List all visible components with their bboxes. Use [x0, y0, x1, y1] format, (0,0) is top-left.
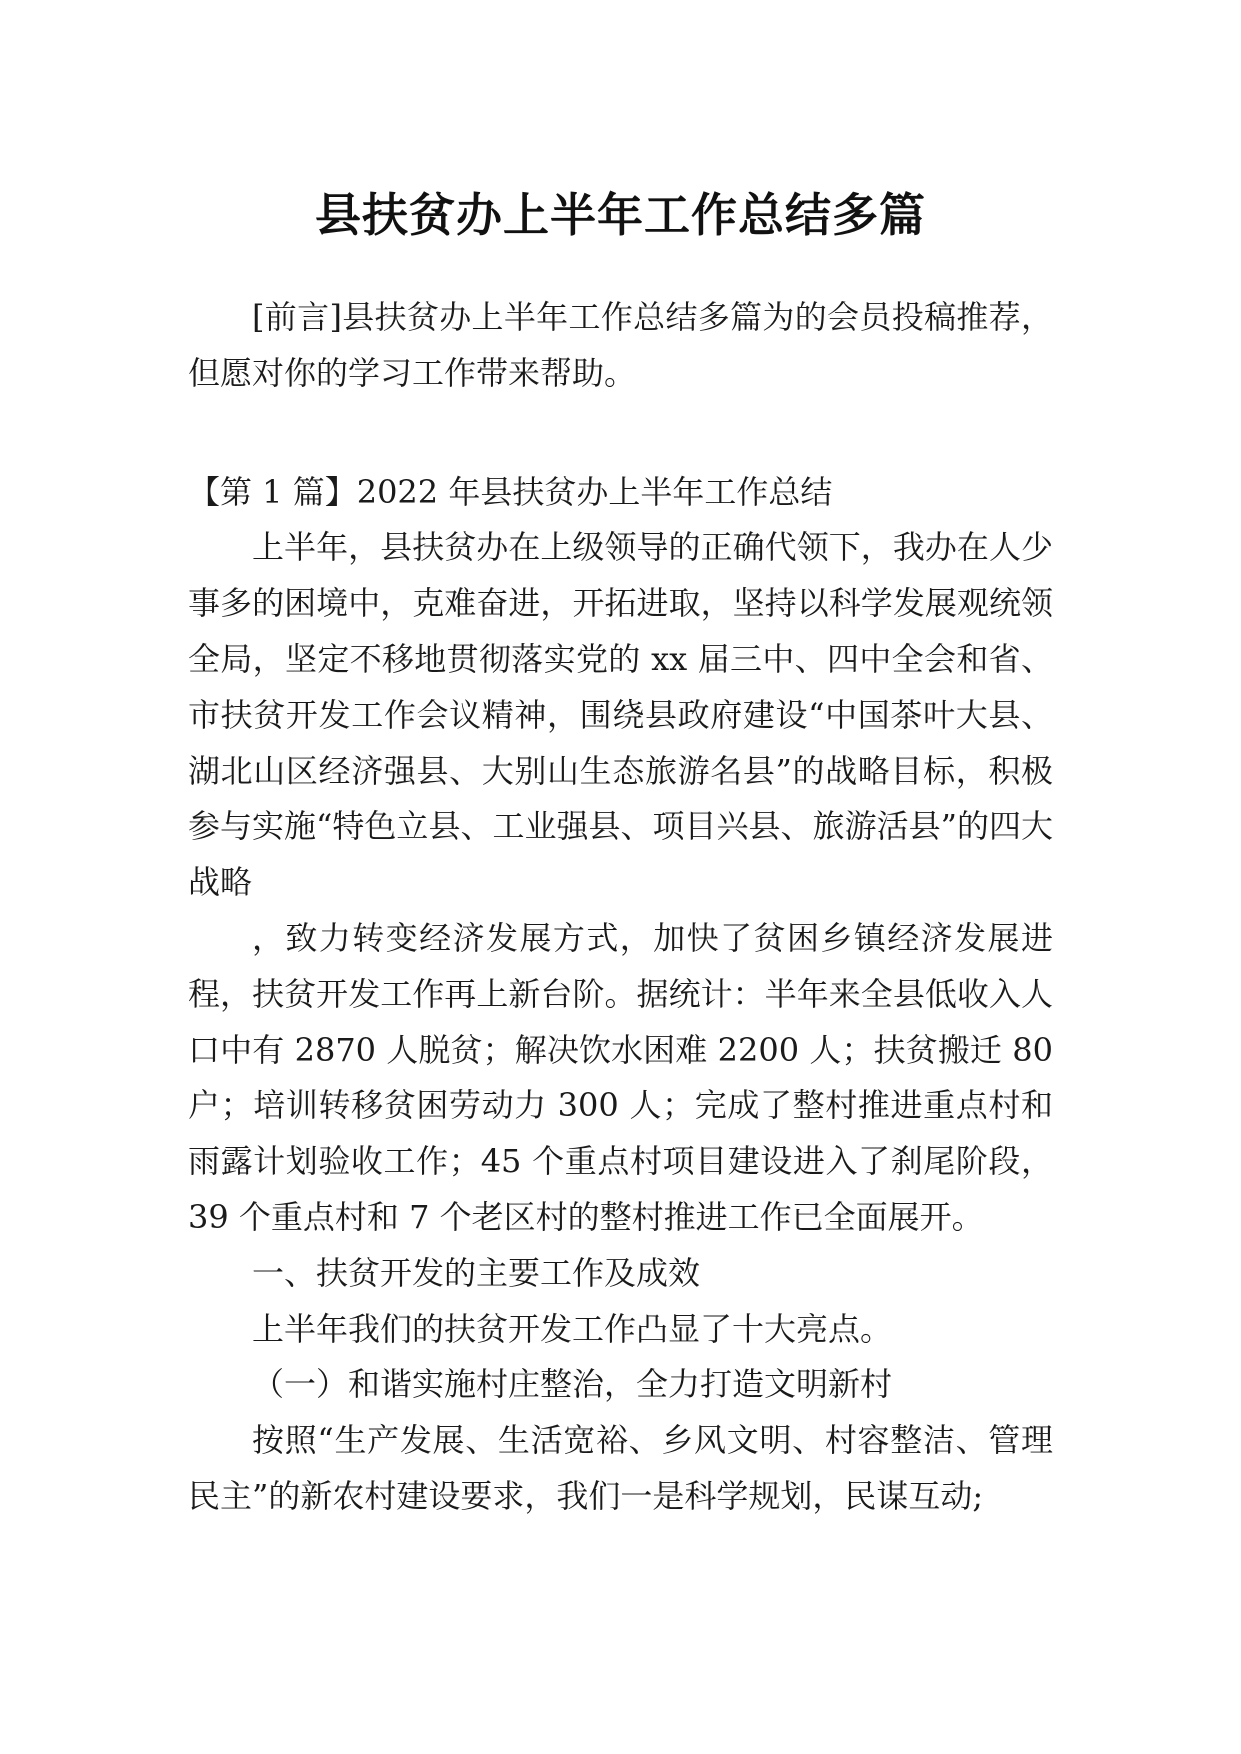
section-heading: 【第 1 篇】2022 年县扶贫办上半年工作总结 [188, 472, 833, 511]
document-body [188, 290, 1053, 1525]
subheading: 一、扶贫开发的主要工作及成效 [252, 1253, 701, 1292]
document-title: 县扶贫办上半年工作总结多篇 [315, 187, 926, 242]
preface-paragraph: [前言]县扶贫办上半年工作总结多篇为的会员投稿推荐，但愿对你的学习工作带来帮助。 [188, 298, 1053, 392]
body-paragraph: 上半年我们的扶贫开发工作凸显了十大亮点。 [252, 1309, 893, 1348]
body-paragraph: 上半年，县扶贫办在上级领导的正确代领下，我办在人少事多的困境中，克难奋进，开拓进取，坚持以科学发展观统领全局，坚定不移地贯彻落实党的 xx 届三中、四中全会和省、市扶贫开发工作会议精神，围绕县政府建设“中国茶叶大县、湖北山区经济强县、大别山生态旅游名县”的战略目标，积极参与实施“特色立县、工业强县、项目兴县、旅游活县”的四大战略 [188, 528, 1053, 902]
body-paragraph: 按照“生产发展、生活宽裕、乡风文明、村容整洁、管理民主”的新农村建设要求，我们一是科学规划，民谋互动; [188, 1421, 1053, 1515]
subheading: （一）和谐实施村庄整治，全力打造文明新村 [252, 1365, 893, 1404]
body-paragraph: ，致力转变经济发展方式，加快了贫困乡镇经济发展进程，扶贫开发工作再上新台阶。据统计：半年来全县低收入人口中有 2870 人脱贫；解决饮水困难 2200 人；扶贫搬迁 80 户；培训转移贫困劳动力 300 人；完成了整村推进重点村和雨露计划验收工作；45 个重点村项目建设进入了刹尾阶段，39 个重点村和 7 个老区村的整村推进工作已全面展开。 [188, 918, 1053, 1236]
